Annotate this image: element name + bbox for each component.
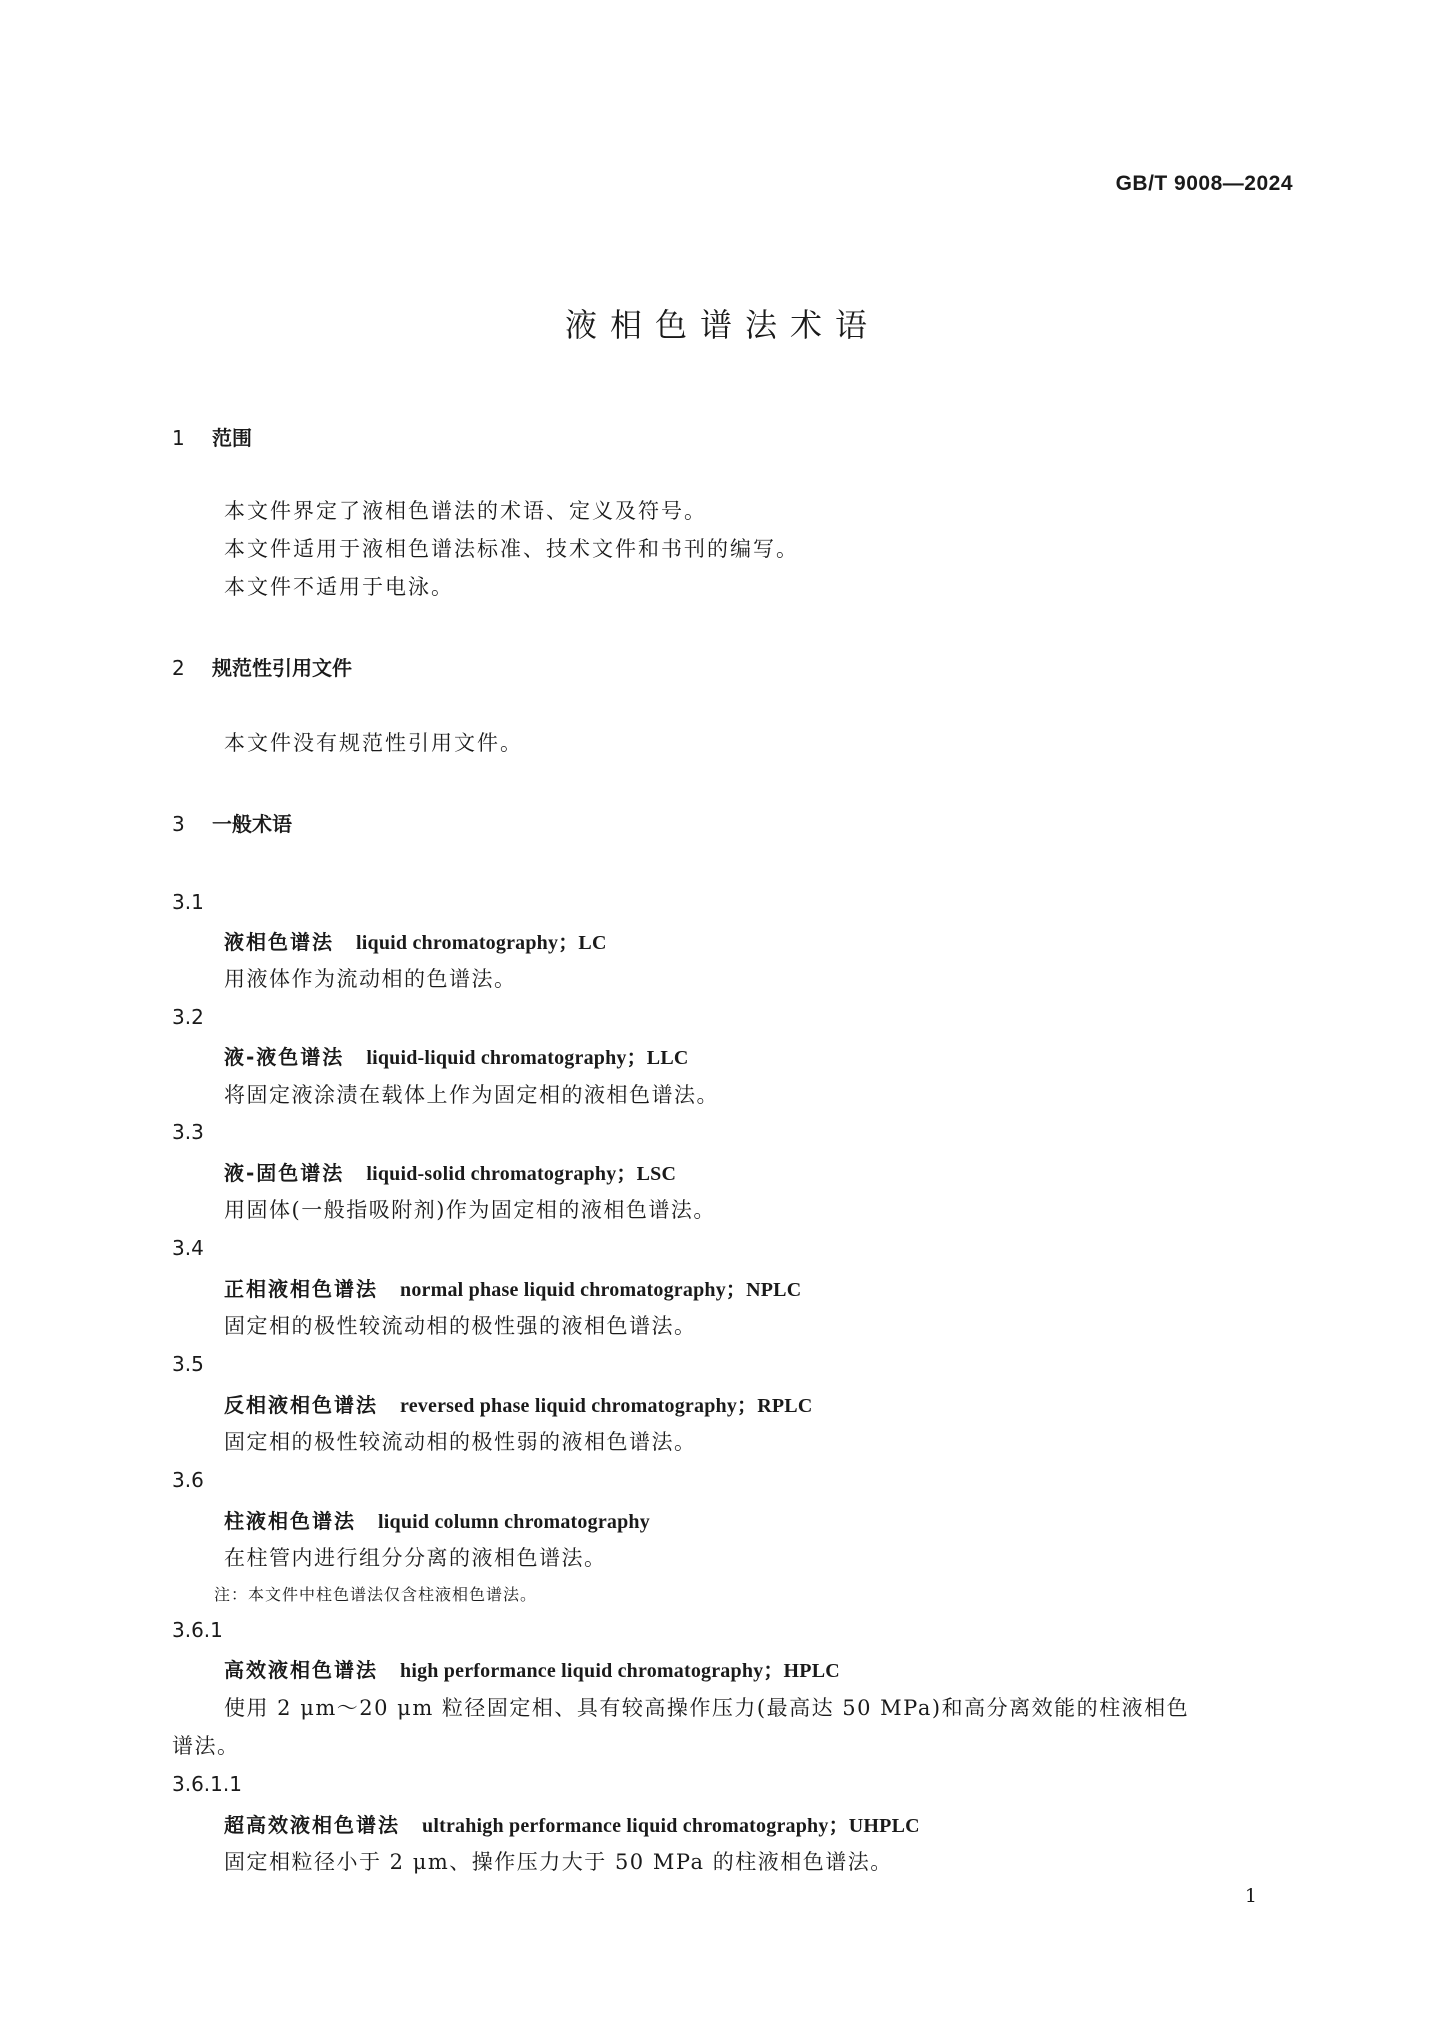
section-heading — [172, 422, 252, 451]
term-definition: 固定相的极性较流动相的极性弱的液相色谱法。 — [224, 1430, 697, 1454]
term-chinese: 正相液相色谱法 — [224, 1277, 378, 1301]
section-number: 3 — [172, 812, 185, 836]
term-english: normal phase liquid chromatography；NPLC — [400, 1279, 802, 1301]
page-number: 1 — [1244, 1885, 1257, 1907]
term-english: liquid column chromatography — [378, 1511, 650, 1533]
section-number: 1 — [172, 426, 185, 450]
term-chinese: 柱液相色谱法 — [224, 1509, 356, 1533]
paragraph: 本文件适用于液相色谱法标准、技术文件和书刊的编写。 — [224, 537, 799, 561]
section-title: 规范性引用文件 — [212, 656, 352, 680]
term-entry — [224, 1273, 801, 1302]
standard-number: GB/T 9008—2024 — [1115, 172, 1293, 195]
term-chinese: 液相色谱法 — [224, 930, 334, 954]
term-entry — [224, 1157, 676, 1186]
term-chinese: 液-液色谱法 — [224, 1045, 345, 1069]
term-note: 注：本文件中柱色谱法仅含柱液相色谱法。 — [214, 1585, 538, 1604]
term-definition: 使用 2 μm～20 μm 粒径固定相、具有较高操作压力(最高达 50 MPa)和高分离效能的柱液相色 — [224, 1696, 1190, 1720]
term-entry — [224, 1505, 650, 1534]
section-number: 2 — [172, 656, 185, 680]
section-title: 一般术语 — [212, 812, 292, 836]
term-chinese: 液-固色谱法 — [224, 1161, 345, 1185]
document-title: 液相色谱法术语 — [564, 306, 880, 344]
term-english: reversed phase liquid chromatography；RPLC — [400, 1395, 813, 1417]
section-title: 范围 — [212, 426, 252, 450]
section-heading — [172, 652, 352, 681]
term-entry — [224, 1041, 689, 1070]
term-definition: 将固定液涂渍在载体上作为固定相的液相色谱法。 — [224, 1083, 719, 1107]
term-chinese: 高效液相色谱法 — [224, 1658, 378, 1682]
term-english: ultrahigh performance liquid chromatography；UHPLC — [422, 1815, 920, 1837]
term-number: 3.6.1.1 — [172, 1772, 242, 1796]
term-number: 3.6.1 — [172, 1618, 223, 1642]
term-chinese: 超高效液相色谱法 — [224, 1813, 400, 1837]
term-definition-continued: 谱法。 — [172, 1734, 240, 1758]
term-english: liquid chromatography；LC — [356, 932, 607, 954]
term-number: 3.3 — [172, 1120, 204, 1144]
term-definition: 在柱管内进行组分分离的液相色谱法。 — [224, 1546, 607, 1570]
term-english: high performance liquid chromatography；HPLC — [400, 1660, 840, 1682]
term-definition: 固定相粒径小于 2 μm、操作压力大于 50 MPa 的柱液相色谱法。 — [224, 1850, 893, 1874]
term-english: liquid-liquid chromatography；LLC — [366, 1047, 689, 1069]
term-definition: 用液体作为流动相的色谱法。 — [224, 967, 517, 991]
term-chinese: 反相液相色谱法 — [224, 1393, 378, 1417]
paragraph: 本文件界定了液相色谱法的术语、定义及符号。 — [224, 499, 707, 523]
paragraph: 本文件不适用于电泳。 — [224, 575, 454, 599]
term-number: 3.2 — [172, 1005, 204, 1029]
term-entry — [224, 1809, 920, 1838]
term-entry — [224, 926, 607, 955]
term-definition: 固定相的极性较流动相的极性强的液相色谱法。 — [224, 1314, 697, 1338]
term-english: liquid-solid chromatography；LSC — [366, 1163, 677, 1185]
term-number: 3.1 — [172, 890, 204, 914]
term-number: 3.4 — [172, 1236, 204, 1260]
term-entry — [224, 1389, 812, 1418]
term-number: 3.6 — [172, 1468, 204, 1492]
paragraph: 本文件没有规范性引用文件。 — [224, 731, 523, 755]
section-heading — [172, 808, 292, 837]
term-number: 3.5 — [172, 1352, 204, 1376]
term-entry — [224, 1654, 840, 1683]
term-definition: 用固体(一般指吸附剂)作为固定相的液相色谱法。 — [224, 1198, 716, 1222]
